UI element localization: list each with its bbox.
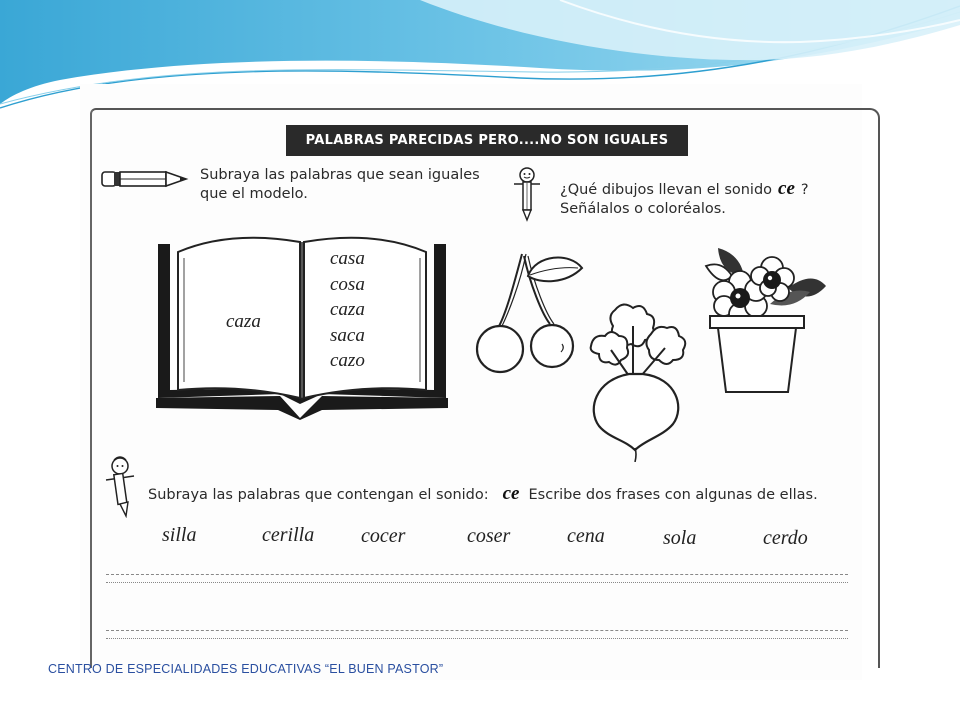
exercise3-word[interactable]: cerilla — [262, 524, 315, 546]
cherries-icon[interactable] — [470, 244, 590, 379]
exercise2-instruction — [560, 179, 860, 219]
exercise3-instruction — [148, 484, 848, 505]
exercise3-word[interactable]: cena — [567, 525, 605, 547]
writing-line[interactable] — [106, 630, 848, 631]
exercise2-sound: ce — [778, 178, 795, 199]
exercise2-question-mark: ? — [800, 182, 809, 198]
worksheet-title: PALABRAS PARECIDAS PERO....NO SON IGUALES — [286, 125, 688, 156]
exercise3-word[interactable]: sola — [663, 527, 697, 549]
exercise3-word[interactable]: cocer — [361, 525, 406, 547]
pencil-character-icon — [510, 166, 544, 222]
beetroot-icon[interactable] — [585, 302, 695, 462]
flower-pot-icon[interactable] — [700, 244, 830, 399]
book-word[interactable]: casa — [330, 248, 365, 269]
exercise3-instruction-tail: Escribe dos frases con algunas de ellas. — [528, 487, 818, 503]
exercise3-instruction-text: Subraya las palabras que contengan el sonido: — [148, 487, 489, 503]
book-word[interactable]: cazo — [330, 350, 365, 371]
exercise1-instruction: Subraya las palabras que sean iguales que el modelo. — [200, 167, 480, 202]
book-word[interactable]: saca — [330, 324, 365, 346]
exercise2-instruction-text: ¿Qué dibujos llevan el sonido — [560, 182, 773, 198]
exercise2-instruction-line2: Señálalos o coloréalos. — [560, 201, 726, 217]
writing-line[interactable] — [106, 638, 848, 639]
exercise3-word[interactable]: cerdo — [763, 527, 808, 549]
exercise3-sound: ce — [502, 483, 520, 504]
model-word: caza — [226, 311, 261, 332]
book-word[interactable]: caza — [330, 299, 365, 320]
pencil-character-writing-icon — [104, 456, 140, 518]
writing-line[interactable] — [106, 582, 848, 583]
footer-school-name: CENTRO DE ESPECIALIDADES EDUCATIVAS “EL BUEN PASTOR” — [48, 662, 444, 676]
book-word[interactable]: cosa — [330, 273, 365, 295]
writing-line[interactable] — [106, 574, 848, 575]
exercise3-word[interactable]: coser — [467, 525, 511, 547]
pencil-icon — [100, 168, 190, 190]
open-book-icon — [150, 222, 455, 422]
book-word-list — [330, 246, 390, 374]
exercise3-word[interactable]: silla — [162, 524, 197, 546]
